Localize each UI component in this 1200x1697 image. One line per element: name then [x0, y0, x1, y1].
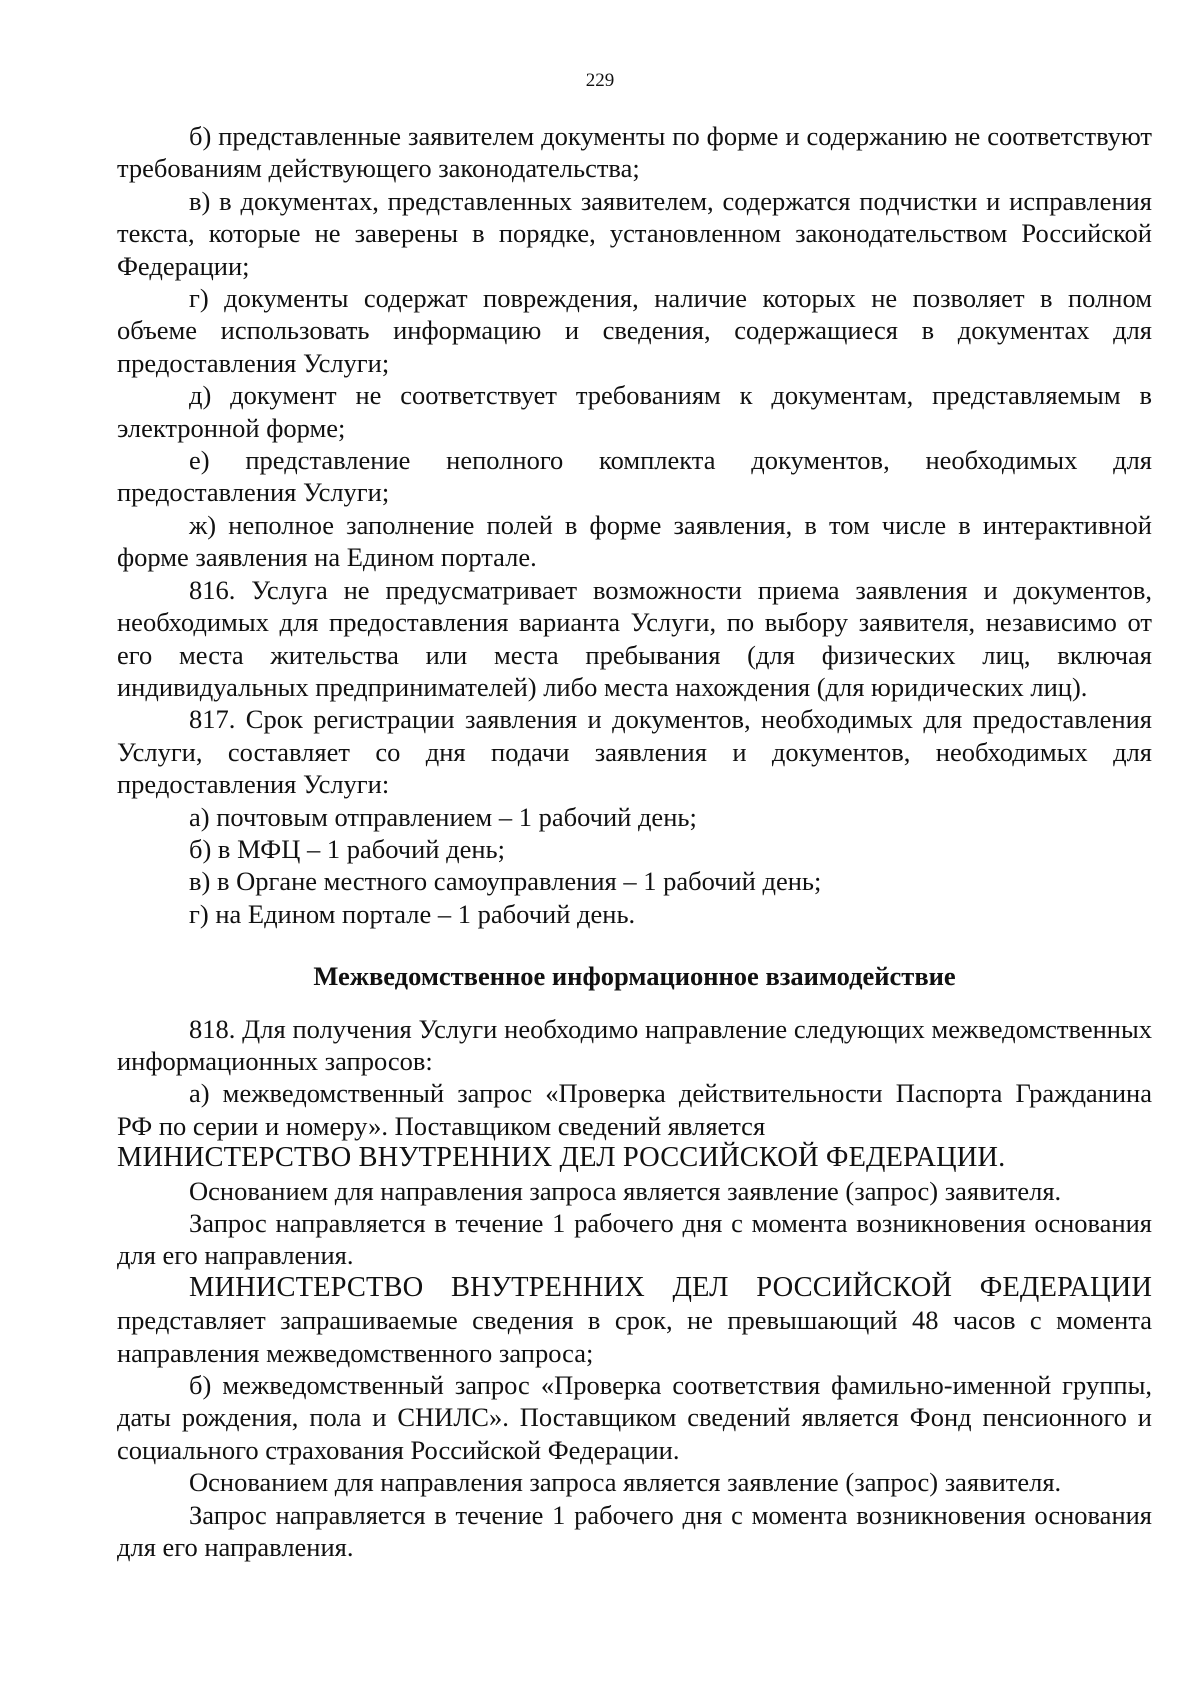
- spacer: [117, 993, 1152, 1013]
- paragraph-b-snils-request: б) межведомственный запрос «Проверка соответствия фамильно-именной группы, даты рождения, пола и СНИЛС». Поставщиком сведений является Фонд пенсионного и социального страхования Российской Федерации.: [117, 1370, 1152, 1465]
- paragraph-a-term: Запрос направляется в течение 1 рабочего дня с момента возникновения основания для его направления.: [117, 1208, 1152, 1271]
- paragraph-816: 816. Услуга не предусматривает возможности приема заявления и документов, необходимых для предоставления варианта Услуги, по выбору заявителя, независимо от его места жительства или места пребывания (для физических лиц, включая индивидуальных предпринимателей) либо места нахождения (для юридических лиц).: [117, 574, 1152, 702]
- paragraph-818: 818. Для получения Услуги необходимо направление следующих межведомственных информационных запросов:: [117, 1013, 1152, 1076]
- list-item-postal: а) почтовым отправлением – 1 рабочий день;: [189, 801, 697, 832]
- paragraph-b-basis: Основанием для направления запроса является заявление (запрос) заявителя.: [189, 1467, 1062, 1498]
- paragraph-d-electronic-form: д) документ не соответствует требованиям к документам, представляемым в электронной форме;: [117, 380, 1152, 443]
- paragraph-zh-incomplete-fields: ж) неполное заполнение полей в форме заявления, в том числе в интерактивной форме заявления на Едином портале.: [117, 509, 1152, 573]
- list-item-mfc: б) в МФЦ – 1 рабочий день;: [189, 833, 505, 864]
- page-number: 229: [585, 70, 615, 91]
- paragraph-g-damaged: г) документы содержат повреждения, наличие которых не позволяет в полном объеме использовать информацию и сведения, содержащиеся в документах для предоставления Услуги;: [117, 283, 1152, 378]
- document-body: [117, 120, 1152, 1563]
- list-item-portal: г) на Едином портале – 1 рабочий день.: [189, 898, 636, 929]
- ministry-name: МИНИСТЕРСТВО ВНУТРЕННИХ ДЕЛ РОССИЙСКОЙ ФЕДЕРАЦИИ.: [117, 1142, 1006, 1174]
- section-heading: Межведомственное информационное взаимодействие: [313, 961, 956, 992]
- ministry-name-2: МИНИСТЕРСТВО ВНУТРЕННИХ ДЕЛ РОССИЙСКОЙ ФЕДЕРАЦИИ: [189, 1271, 1152, 1303]
- list-item-local-gov: в) в Органе местного самоуправления – 1 рабочий день;: [189, 866, 822, 897]
- paragraph-a-provides: представляет запрашиваемые сведения в срок, не превышающий 48 часов с момента направления межведомственного запроса;: [117, 1305, 1152, 1368]
- paragraph-b-term: Запрос направляется в течение 1 рабочего дня с момента возникновения основания для его направления.: [117, 1499, 1152, 1563]
- paragraph-v-erasures: в) в документах, представленных заявителем, содержатся подчистки и исправления текста, которые не заверены в порядке, установленном законодательством Российской Федерации;: [117, 185, 1152, 281]
- paragraph-b-invalid-content: б) представленные заявителем документы по форме и содержанию не соответствуют требованиям действующего законодательства;: [117, 121, 1152, 184]
- paragraph-817: 817. Срок регистрации заявления и документов, необходимых для предоставления Услуги, составляет со дня подачи заявления и документов, необходимых для предоставления Услуги:: [117, 704, 1152, 800]
- spacer: [117, 930, 1152, 960]
- paragraph-a-passport-request: а) межведомственный запрос «Проверка действительности Паспорта Гражданина РФ по серии и номеру». Поставщиком сведений является: [117, 1078, 1152, 1141]
- paragraph-a-basis: Основанием для направления запроса является заявление (запрос) заявителя.: [189, 1175, 1062, 1206]
- paragraph-e-incomplete-set: е) представление неполного комплекта документов, необходимых для предоставления Услуги;: [117, 445, 1152, 508]
